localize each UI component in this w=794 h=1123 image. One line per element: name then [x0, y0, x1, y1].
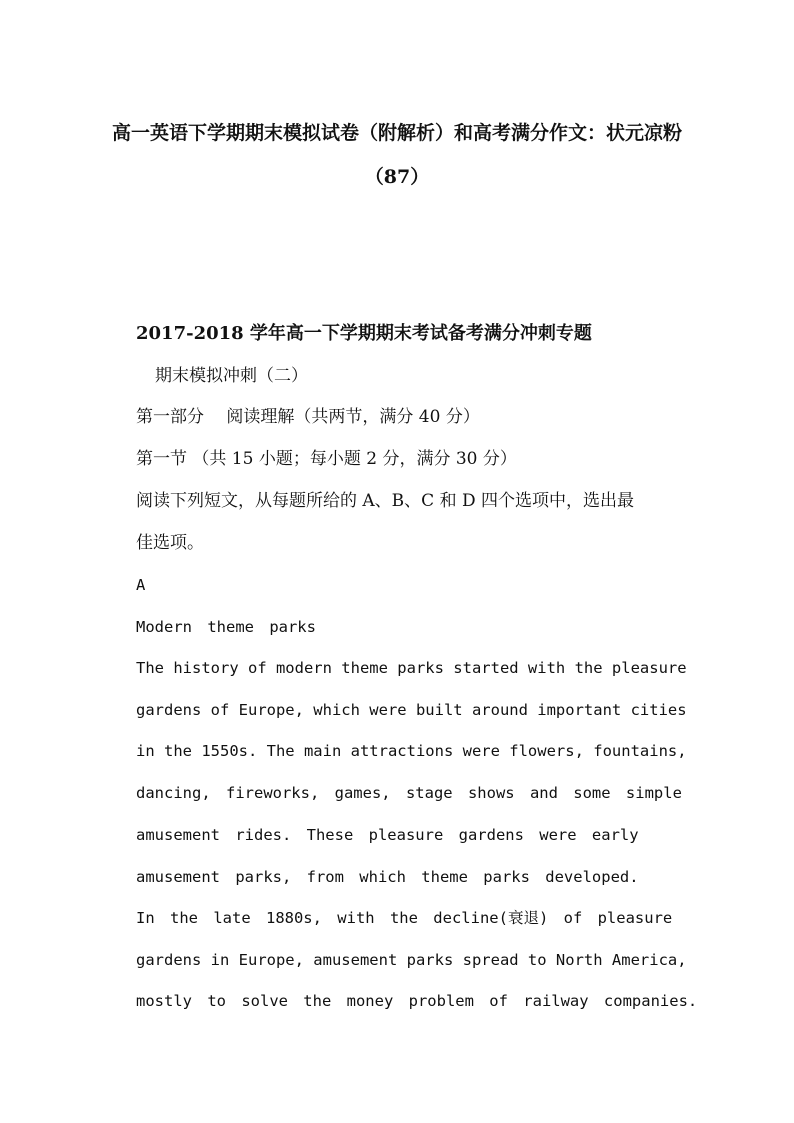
- document-title-line-1: 高一英语下学期期末模拟试卷（附解析）和高考满分作文：状元凉粉: [111, 122, 682, 144]
- passage-line: in the 1550s. The main attractions were flowers, fountains,: [136, 742, 687, 760]
- passage-line: gardens in Europe, amusement parks spread to North America,: [136, 951, 687, 969]
- part-one-heading: 第一部分 阅读理解（共两节，满分 40 分）: [136, 407, 480, 427]
- passage-line: mostly to solve the money problem of railway companies.: [136, 992, 698, 1010]
- exam-subheading: 期末模拟冲刺（二）: [155, 366, 308, 386]
- passage-line: gardens of Europe, which were built around important cities: [136, 701, 687, 719]
- instruction-line-1: 阅读下列短文，从每题所给的 A、B、C 和 D 四个选项中，选出最: [136, 491, 635, 511]
- passage-line: In the late 1880s, with the decline(衰退) of pleasure: [136, 909, 673, 927]
- passage-label: A: [136, 576, 146, 594]
- exam-heading: 2017-2018 学年高一下学期期末考试备考满分冲刺专题: [136, 323, 592, 344]
- passage-title: Modern theme parks: [136, 618, 316, 636]
- passage-line: amusement rides. These pleasure gardens were early: [136, 826, 639, 844]
- document-title-line-2: （87）: [364, 166, 430, 188]
- passage-line: amusement parks, from which theme parks developed.: [136, 868, 639, 886]
- instruction-line-2: 佳选项。: [136, 533, 204, 553]
- passage-line: The history of modern theme parks started with the pleasure: [136, 659, 687, 677]
- passage-line: dancing, fireworks, games, stage shows and some simple: [136, 784, 682, 802]
- section-one-heading: 第一节 （共 15 小题；每小题 2 分，满分 30 分）: [136, 449, 517, 469]
